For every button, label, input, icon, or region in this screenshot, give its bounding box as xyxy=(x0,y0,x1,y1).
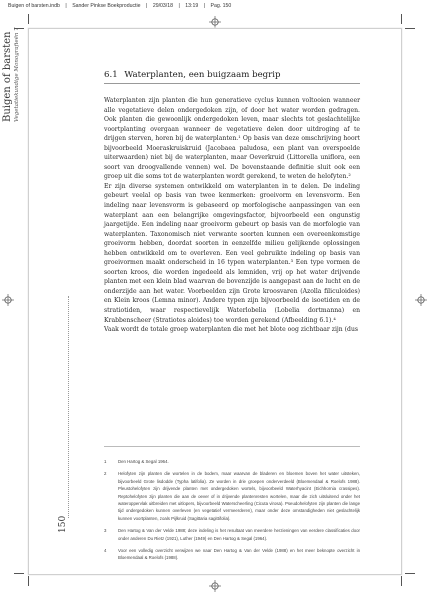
footnote-rule xyxy=(104,446,360,447)
crop-mark xyxy=(28,576,29,586)
crop-mark xyxy=(401,576,402,586)
crop-mark xyxy=(28,14,29,24)
crop-mark xyxy=(14,573,24,574)
paragraph: Waterplanten zijn planten die hun generatieve cyclus kunnen voltooien wanneer alle vegetatieve delen ondergedoken zijn, of door het water worden gedragen. Ook planten die gewoonlijk ondergedoken leven, maar slechts tot geslachtelijke voortplanting overgaan wanneer de vegetatieve delen door uitdroging af te drijgen sterven, horen bij de waterplanten.¹ Op basis van deze omschrijving hoort bijvoorbeeld Moeraskruiskruid (Jacobaea paludosa, een plant van overspoelde uiterwaarden) niet bij de waterplanten, maar Oeverkruid (Littorella uniflora, een soort van droogvallende vennen) wel. De bovenstaande definitie sluit ook een groep uit die soms tot de waterplanten wordt gerekend, te weten de helofyten.² xyxy=(104,97,360,181)
slug-separator: | xyxy=(146,3,148,9)
slug-separator: | xyxy=(178,3,180,9)
running-title: Buigen of barsten xyxy=(2,31,13,122)
footnotes xyxy=(104,458,360,567)
footnote-text: Den Hartog & Segal 1964. xyxy=(118,459,169,464)
slug-producer: Sander Pinkse Boekproductie xyxy=(72,3,141,9)
slug-separator: | xyxy=(65,3,67,9)
section-title: Waterplanten, een buigzaam begrip xyxy=(124,70,281,80)
body-text xyxy=(104,96,360,335)
print-slug xyxy=(0,0,429,12)
footnote xyxy=(104,547,360,562)
footnote-text: Voor een volledig overzicht verwijzen we naar Den Hartog & Van der Velde (1988) en het meer beknopte overzicht in Bloemendaal & Roelofs (1988). xyxy=(118,548,360,561)
slug-date: 29/03/18 xyxy=(152,3,174,9)
footnote-text: Den Hartog & Van der Velde 1988; deze indeling is het resultaat van meerdere herzieningen van eerdere classificaties door onder anderen Du Rietz (1921), Luther (1949) en Den Hartog & Segal (1964). xyxy=(118,528,360,541)
footnote xyxy=(104,527,360,542)
paragraph: Vaak wordt de totale groep waterplanten die met het blote oog zichtbaar zijn (dus xyxy=(104,326,358,334)
heading-rule xyxy=(104,83,360,84)
paragraph: Er zijn diverse systemen ontwikkeld om waterplanten in te delen. De indeling gebeurt veelal op basis van twee kenmerken: groeivorm en levensvorm. Een indeling naar levensvorm is gebaseerd op morfologische aanpassingen van een waterplant aan een belangrijke omgevingsfactor, bijvoorbeeld een ongunstig jaargetijde. Een indeling naar groeivorm gebeurt op basis van de morfologie van waterplanten. Taxonomisch niet verwante soorten kunnen een overeenkomstige groeivorm hebben, doordat soorten in eenzelfde milieu gelijkende oplossingen hebben ontwikkeld om te overleven. Een veel gebruikte indeling op basis van groeivormen maakt onderscheid in 16 typen waterplanten.³ Een type vormen de soorten kroos, die worden ingedeeld als lemniden, vrij op het water drijvende planten met een klein blad waarvan de bovenzijde is aangepast aan de lucht en de onderzijde aan het water. Voorbeelden zijn Grote kroosvaren (Azolla filiculoides) en Klein kroos (Lemna minor). Andere typen zijn bijvoorbeeld de isoetiden en de stratiotiden, waar respectievelijk Waterlobelia (Lobelia dortmanna) en Krabbenscheer (Stratiotes aloides) toe worden gerekend (Afbeelding 6.1).⁴ xyxy=(104,182,360,324)
section-number: 6.1 xyxy=(104,70,118,80)
running-subtitle: Vegetatiekundige Monografieën 7 xyxy=(14,27,20,122)
slug-page: Pag. 150 xyxy=(210,3,232,9)
footnote-number: 1 xyxy=(104,459,107,464)
crop-mark xyxy=(405,28,415,29)
page-number: 150 xyxy=(58,515,68,533)
footnote-number: 2 xyxy=(104,471,107,477)
registration-mark-icon xyxy=(415,294,427,306)
registration-mark-icon xyxy=(2,294,14,306)
footnote xyxy=(104,470,360,522)
running-dotted-rule xyxy=(68,296,69,518)
registration-mark-icon xyxy=(209,16,221,28)
footnote-text: Helofyten zijn planten die wortelen in de bodem, maar waarvan de bladeren en bloemen boven het water uitsteken, bijvoorbeeld Grote lisdodde (Typha latifolia). Ze worden in drie groepen onderverdeeld (Bloemendaal & Roelofs 1988). Pleustohelofyten zijn drijvende planten met ondergedoken wortels, bijvoorbeeld Waterhyacint (Eichhornia crassipes). Reptohelofyten zijn planten die aan de oever of in drijvende plantenresten wortelen, maar die zich uitsluitend onder het wateroppervlak uitbreiden met uitlopers, bijvoorbeeld Waterscheerling (Cicuta virosa). Pseudohelofyten zijn planten die lange tijd ondergedoken kunnen overleven (en vegetatief vermeerderen), maar onder deze omstandigheden niet geslachtelijk kunnen voortplanten, zoals Pijlkruid (Sagittaria sagittifolia). xyxy=(118,471,360,521)
slug-time: 13:19 xyxy=(185,3,199,9)
section-heading xyxy=(104,70,364,80)
footnote xyxy=(104,458,360,465)
crop-mark xyxy=(405,573,415,574)
crop-mark xyxy=(401,14,402,24)
registration-mark-icon xyxy=(209,580,221,592)
slug-file: Buigen of barsten.indb xyxy=(8,3,60,9)
slug-separator: | xyxy=(203,3,206,9)
footnote-number: 4 xyxy=(104,548,107,554)
footnote-number: 3 xyxy=(104,528,107,534)
